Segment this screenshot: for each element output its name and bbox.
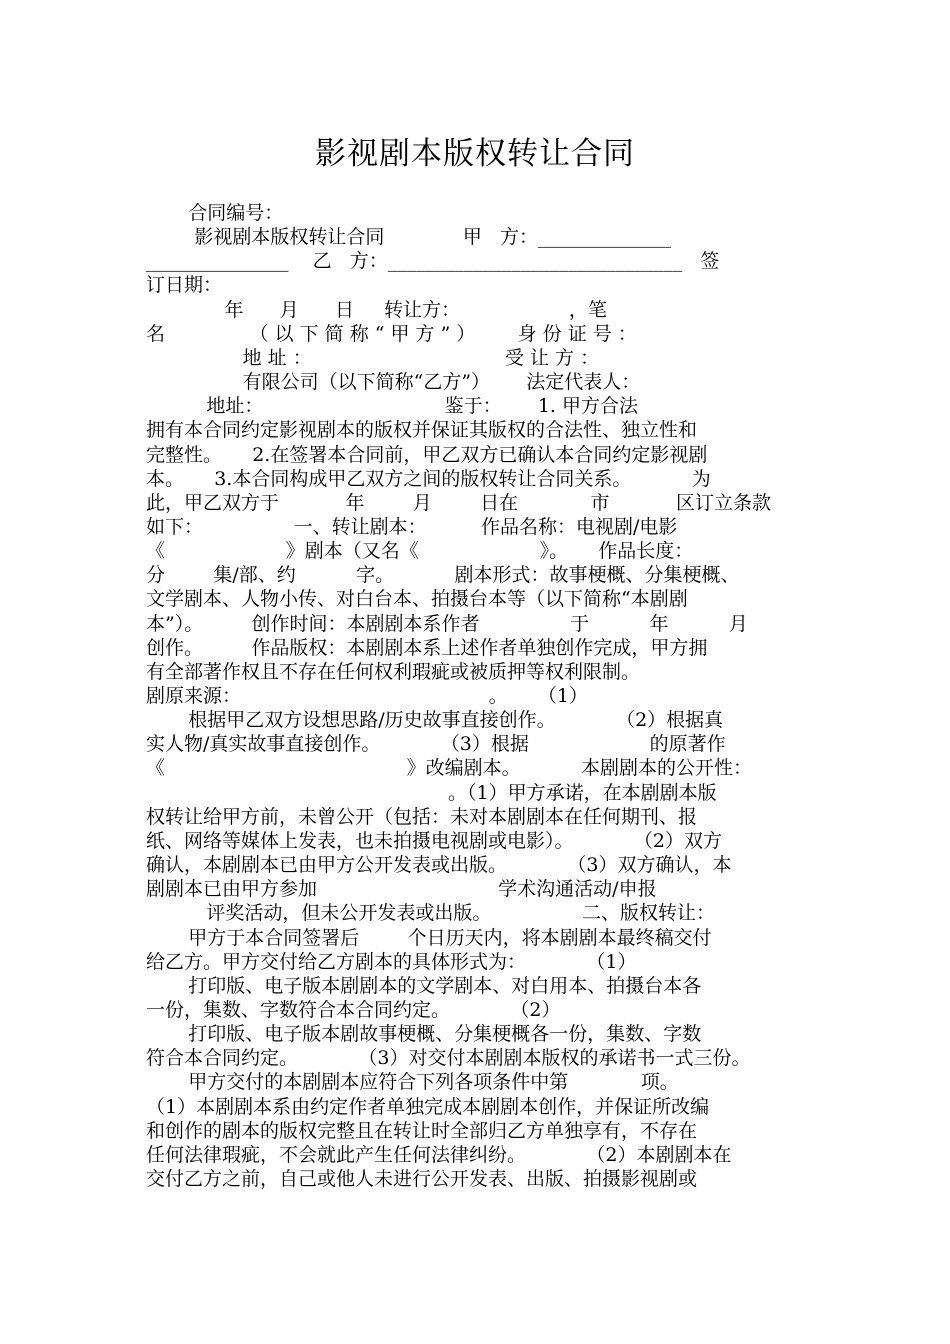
- body-line: 分 集/部、约 字。 剧本形式：故事梗概、分集梗概、: [146, 564, 740, 587]
- body-line: 给乙方。甲方交付给乙方剧本的具体形式为： （1）: [146, 950, 637, 973]
- body-line: 如下： 一、转让剧本： 作品名称：电视剧/电影: [146, 515, 678, 538]
- body-line: 根据甲乙双方设想思路/历史故事直接创作。 （2）根据真: [146, 709, 724, 732]
- body-line: 权转让给甲方前，未曾公开（包括：未对本剧剧本在任何期刊、报: [146, 805, 698, 828]
- body-line: 《 》改编剧本。 本剧剧本的公开性：: [146, 757, 752, 780]
- body-line: 剧剧本已由甲方参加 学术沟通活动/申报: [146, 878, 657, 901]
- body-line: 拥有本合同约定影视剧本的版权并保证其版权的合法性、独立性和: [146, 419, 698, 442]
- body-line: 剧原来源： 。 （1）: [146, 685, 588, 707]
- body-line: 年 月 日 转让方： ，笔: [146, 298, 607, 321]
- body-line: 一份，集数、字数符合本合同约定。 （2）: [146, 998, 561, 1021]
- body-line: _______________ 乙 方：_______________________________ 签: [146, 250, 720, 273]
- body-line: 文学剧本、人物小传、对白台本、拍摄台本等（以下简称“本剧剧: [146, 588, 688, 611]
- body-line: 评奖活动，但未公开发表或出版。 二、版权转让：: [146, 902, 715, 925]
- body-line: 《 》剧本（又名《 》。 作品长度：: [146, 540, 694, 563]
- body-line: 名 （ 以 下 简 称 “ 甲 方 ” ） 身 份 证 号 ：: [146, 322, 637, 345]
- body-line: 有全部著作权且不存在任何权利瑕疵或被质押等权利限制。: [146, 660, 641, 683]
- body-line: 订日期：: [146, 274, 223, 297]
- body-line: 和创作的剧本的版权完整且在转让时全部归乙方单独享有，不存在: [146, 1119, 698, 1142]
- document-title: 影视剧本版权转让合同: [315, 136, 635, 172]
- body-line: 合同编号：: [146, 202, 284, 224]
- body-line: 。（1）甲方承诺，在本剧剧本版: [146, 781, 717, 804]
- body-line: 任何法律瑕疵，不会就此产生任何法律纠纷。 （2）本剧剧本在: [146, 1143, 732, 1166]
- body-line: 甲方交付的本剧剧本应符合下列各项条件中第 项。: [146, 1071, 679, 1094]
- body-line: 本。 3.本合同构成甲乙双方之间的版权转让合同关系。 为: [146, 467, 711, 490]
- body-line: 地 址 ： 受 让 方 ：: [146, 346, 600, 369]
- body-line: 有限公司（以下简称“乙方”） 法定代表人：: [146, 371, 641, 394]
- body-line: 交付乙方之前，自己或他人未进行公开发表、出版、拍摄影视剧或: [146, 1168, 698, 1190]
- body-line: 打印版、电子版本剧故事梗概、分集梗概各一份，集数、字数: [146, 1023, 702, 1046]
- body-line: 确认，本剧剧本已由甲方公开发表或出版。 （3）双方确认，本: [146, 854, 732, 877]
- body-line: 符合本合同约定。 （3）对交付本剧剧本版权的承诺书一式三份。: [146, 1047, 751, 1070]
- body-line: 纸、网络等媒体上发表，也未拍摄电视剧或电影）。 （2）双方: [146, 829, 722, 852]
- body-line: 实人物/真实故事直接创作。 （3）根据 的原著作: [146, 733, 726, 756]
- body-line: 地址： 鉴于： 1. 甲方合法: [146, 395, 638, 418]
- body-line: 本”）。 创作时间：本剧剧本系作者 于 年 月: [146, 612, 748, 635]
- body-line: 此，甲乙双方于 年 月 日在 市 区订立条款: [146, 491, 771, 514]
- body-line: 打印版、电子版本剧剧本的文学剧本、对白用本、拍摄台本各: [146, 974, 702, 997]
- body-line: 影视剧本版权转让合同 甲 方：______________: [146, 226, 671, 249]
- body-line: 甲方于本合同签署后 个日历天内，将本剧剧本最终稿交付: [146, 926, 712, 949]
- body-line: 创作。 作品版权：本剧剧本系上述作者单独创作完成，甲方拥: [146, 636, 708, 659]
- body-line: （1）本剧剧本系由约定作者单独完成本剧剧本创作，并保证所改编: [146, 1095, 710, 1118]
- body-line: 完整性。 2.在签署本合同前，甲乙双方已确认本合同约定影视剧: [146, 443, 708, 466]
